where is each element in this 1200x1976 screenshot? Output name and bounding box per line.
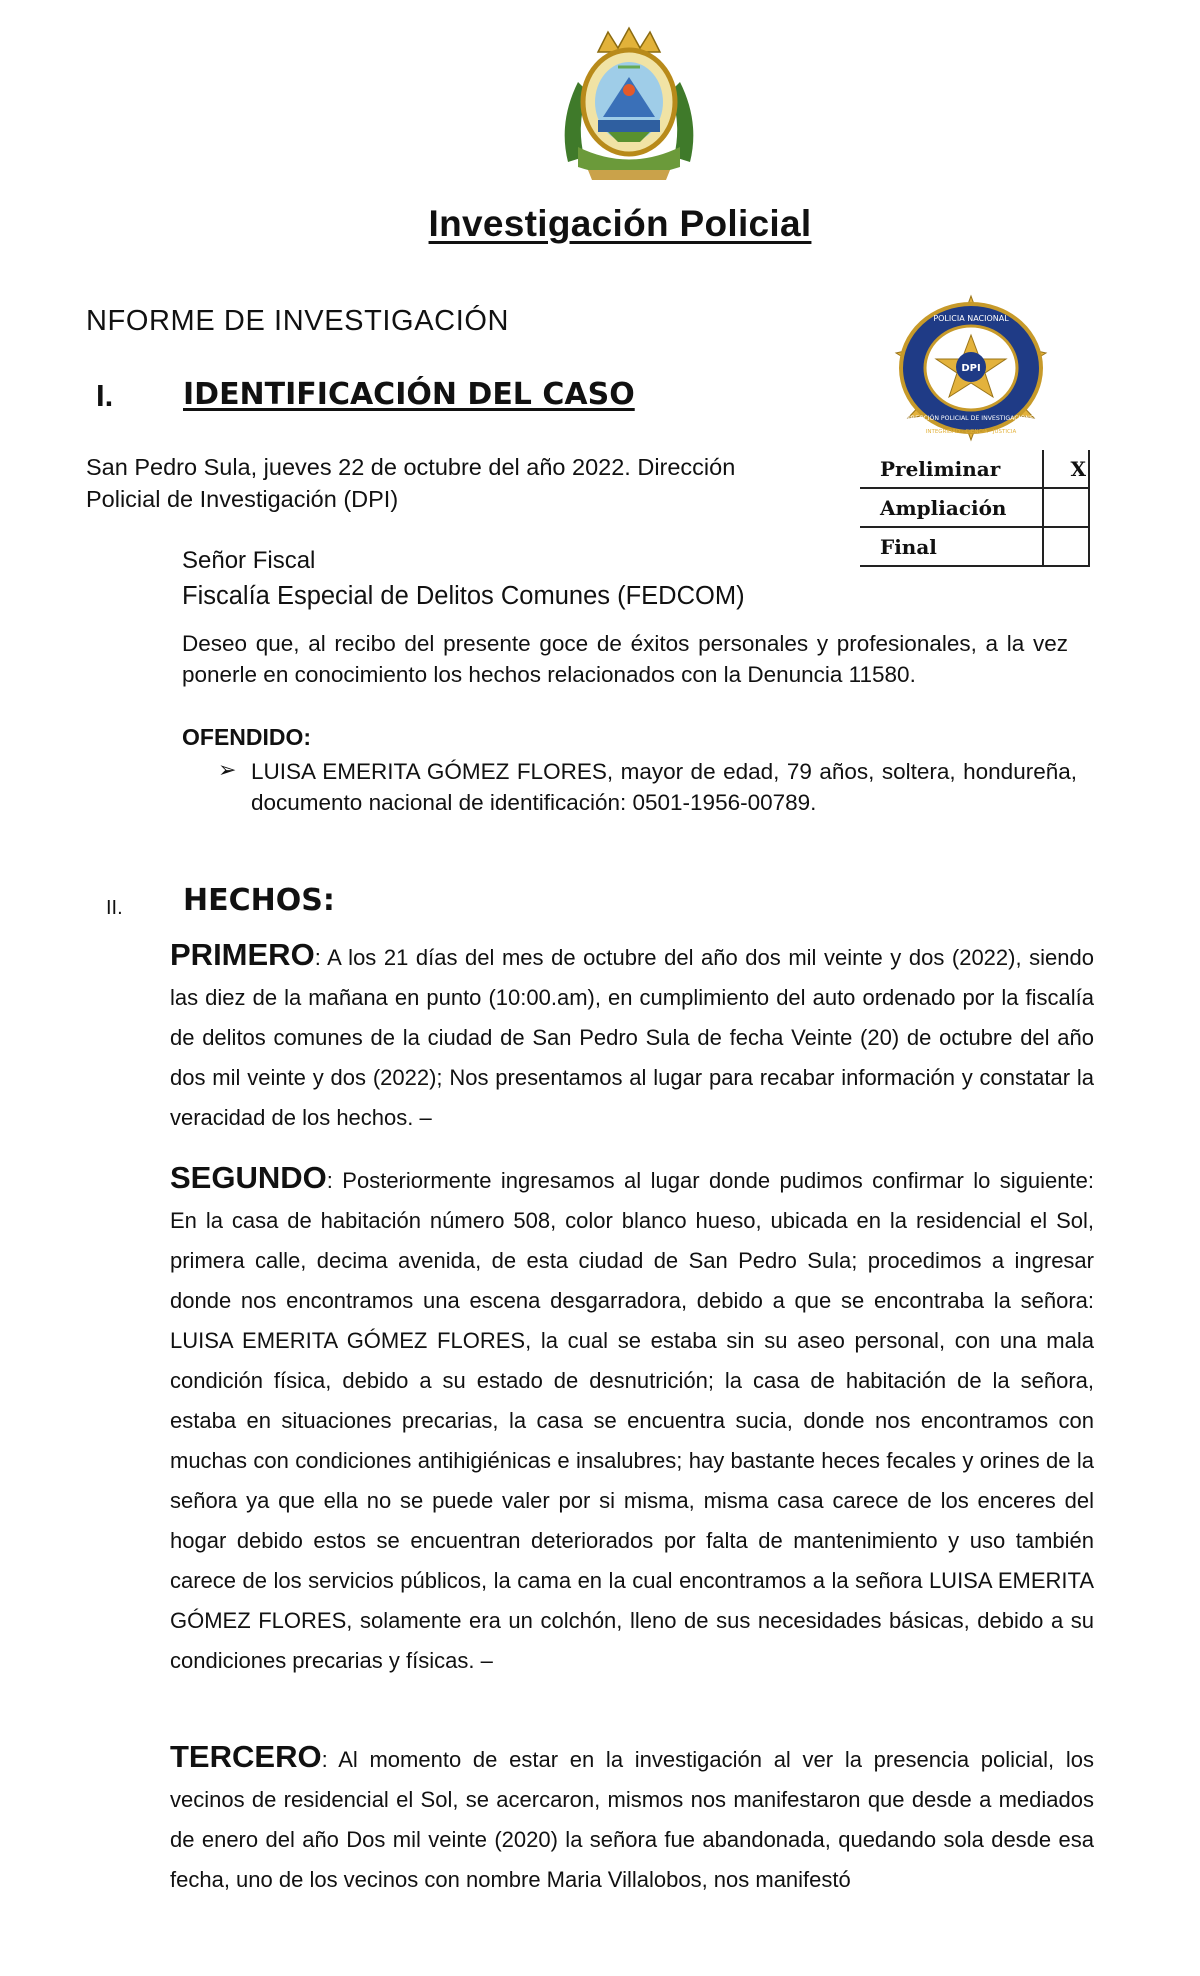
badge-ring-text: DIRECCIÓN POLICIAL DE INVESTIGACIONES (904, 415, 1038, 422)
coat-of-arms-icon (548, 22, 710, 184)
report-type-label: Ampliación (860, 488, 1043, 527)
intro-line-2: Policial de Investigación (DPI) (86, 486, 399, 512)
hecho-segundo-label: SEGUNDO (170, 1160, 327, 1195)
report-type-row (860, 450, 1089, 488)
section-1-number: I. (96, 378, 114, 413)
intro-line-1: San Pedro Sula, jueves 22 de octubre del año 2022. Dirección (86, 454, 736, 480)
hecho-segundo (170, 1158, 1094, 1681)
hecho-tercero-text: : Al momento de estar en la investigación al ver la presencia policial, los vecinos de residencial el Sol, se acercaron, mismos nos manifestaron que desde a mediados de enero del año Dos mil veinte (2020) la señora fue abandonada, quedando sola desde esa fecha, uno de los vecinos con nombre Maria Villalobos, nos manifestó (170, 1747, 1094, 1892)
report-type-row (860, 488, 1089, 527)
badge-motto: INTEGRIDAD · CIENCIA · JUSTICIA (925, 429, 1017, 435)
report-type-row (860, 527, 1089, 566)
addressee: Señor Fiscal (182, 547, 316, 574)
report-type-label: Final (860, 527, 1043, 566)
dpi-badge-icon (888, 293, 1054, 443)
badge-top-text: POLICIA NACIONAL (933, 314, 1009, 323)
section-2-title: HECHOS: (183, 883, 335, 918)
hecho-primero (170, 935, 1094, 1138)
report-type-label: Preliminar (860, 450, 1043, 488)
hecho-tercero (170, 1737, 1094, 1900)
greeting-paragraph: Deseo que, al recibo del presente goce de éxitos personales y profesionales, a la vez ponerle en conocimiento los hechos relacionados con la Denuncia 11580. (182, 631, 1068, 687)
report-label: NFORME DE INVESTIGACIÓN (86, 305, 510, 337)
hecho-segundo-text: : Posteriormente ingresamos al lugar donde pudimos confirmar lo siguiente: En la casa de habitación número 508, color blanco hueso, ubicada en la residencial el Sol, primera calle, decima avenida, de esta ciudad de San Pedro Sula; procedimos a ingresar donde nos encontramos una escena desgarradora, debido a que se encontraba la señora: LUISA EMERITA GÓMEZ FLORES, la cual se estaba sin su aseo personal, con una mala condición física, debido a su estado de desnutrición; la casa de habitación de la señora, estaba en situaciones precarias, la casa se encuentra sucia, donde nos encontramos con muchas con condiciones antihigiénicas e insalubres; hay bastante heces fecales y orines de la señora ya que ella no se puede valer por si misma, misma casa carece de los enceres del hogar debido estos se encuentran deteriorados por falta de mantenimiento y uso también carece de los servicios públicos, la cama en la cual encontramos a la señora LUISA EMERITA GÓMEZ FLORES, solamente era un colchón, lleno de sus necesidades básicas, debido a su condiciones precarias y físicas. – (170, 1168, 1094, 1673)
report-type-check[interactable] (1043, 488, 1089, 527)
page-title: Investigación Policial (428, 203, 812, 244)
bullet-arrow-icon: ➢ (218, 757, 237, 782)
addressee-office: Fiscalía Especial de Delitos Comunes (FEDCOM) (182, 582, 745, 610)
report-type-check[interactable] (1043, 527, 1089, 566)
ofendido-text: LUISA EMERITA GÓMEZ FLORES, mayor de edad, 79 años, soltera, hondureña, documento nacional de identificación: 0501-1956-00789. (251, 759, 1077, 815)
badge-center-text: DPI (961, 363, 981, 374)
hecho-primero-text: : A los 21 días del mes de octubre del año dos mil veinte y dos (2022), siendo las diez de la mañana en punto (10:00.am), en cumplimiento del auto ordenado por la fiscalía de delitos comunes de la ciudad de San Pedro Sula de fecha Veinte (20) de octubre del año dos mil veinte y dos (2022); Nos presentamos al lugar para recabar información y constatar la veracidad de los hechos. – (170, 945, 1094, 1130)
section-2-number: II. (106, 897, 123, 919)
hecho-tercero-label: TERCERO (170, 1739, 322, 1774)
report-type-table (860, 450, 1090, 567)
section-1-title: IDENTIFICACIÓN DEL CASO (183, 377, 635, 412)
hecho-primero-label: PRIMERO (170, 937, 315, 972)
ofendido-label: OFENDIDO: (182, 724, 312, 750)
report-type-check[interactable]: X (1043, 450, 1089, 488)
